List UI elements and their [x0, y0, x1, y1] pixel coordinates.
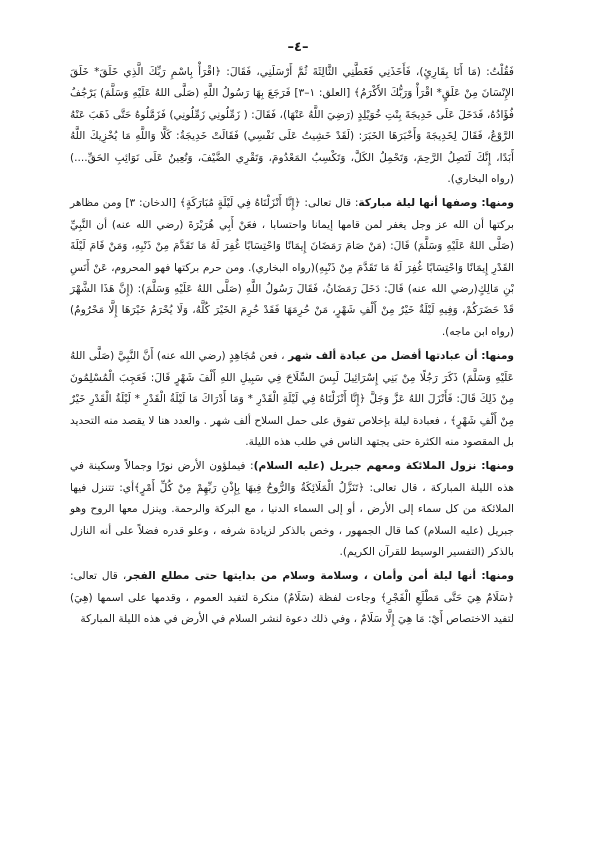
section-heading: ومنها: وصفها أنها ليلة مباركة	[358, 197, 514, 210]
paragraph-3	[70, 346, 514, 453]
paragraph-text: فَقُلْتُ: (مَا أَنَا بِقَارِئٍ)، فَأَخَذَنِي فَغَطَّنِي الثَّالِثَةَ ثُمَّ أَرْسَلَنِي، فَقَالَ: ﴿اقْرَأْ بِاسْمِ رَبِّكَ الَّذِي خَلَقَ* خَلَقَ الإِنْسَانَ مِنْ عَلَقٍ* اقْرَأْ وَرَبُّكَ الأَكْرَمُ﴾ [العلق: ١–٣] فَرَجَعَ بِهَا رَسُولُ اللَّهِ (صَلَّى اللهُ عَلَيْهِ وَسَلَّمَ) يَرْجُفُ فُؤَادُهُ، فَدَخَلَ عَلَى خَدِيجَةَ بِنْتِ خُوَيْلِدٍ (رَضِيَ اللَّهُ عَنْهَا)، فَقَالَ: ( زَمِّلُونِي زَمِّلُونِي) فَزَمَّلُوهُ حَتَّى ذَهَبَ عَنْهُ الرَّوْعُ، فَقَالَ لِخَدِيجَةَ وَأَخْبَرَهَا الخَبَرَ: (لَقَدْ خَشِيتُ عَلَى نَفْسِي) فَقَالَتْ خَدِيجَةُ: كَلَّا وَاللَّهِ مَا يُخْزِيكَ اللَّهُ أَبَدًا، إِنَّكَ لَتَصِلُ الرَّحِمَ، وَتَحْمِلُ الكَلَّ، وَتَكْسِبُ المَعْدُومَ، وَتَقْرِي الضَّيْفَ، وَتُعِينُ عَلَى نَوَائِبِ الحَقِّ....) (رواه البخاري).	[70, 66, 514, 186]
section-heading: ومنها: أن عبادتها أفضل من عبادة ألف شهر	[288, 350, 514, 363]
paragraph-2	[70, 193, 514, 343]
paragraph-text: ، قال تعالى: ﴿سَلَامٌ هِيَ حَتَّى مَطْلَعِ الْفَجْرِ﴾ وجاءت لفظة (سَلَامٌ) منكرة لتفيد العموم ، وقدمها على اسمها (هِيَ) لتفيد الاختصاص أَيْ: مَا هِيَ إِلَّا سَلَامٌ ، وفي ذلك دعوة لنشر السلام في الأرض في هذه الليلة المباركة	[70, 570, 514, 626]
section-heading: ومنها: نزول الملائكة ومعهم جبريل (عليه السلام)	[253, 460, 514, 473]
paragraph-text: : قال تعالى: ﴿إِنَّا أَنْزَلْنَاهُ فِي لَيْلَةٍ مُبَارَكَةٍ﴾ [الدخان: ٣] ومن مظاهر بركتها أن الله عز وجل يغفر لمن قامها إيمانا واحتسابا ، فعَنْ أَبِي هُرَيْرَةَ (رضي الله عنه) أن النَّبِيِّ (صَلَّى اللهُ عَلَيْهِ وَسَلَّمَ) قَالَ: (مَنْ صَامَ رَمَضَانَ إِيمَانًا وَاحْتِسَابًا غُفِرَ لَهُ مَا تَقَدَّمَ مِنْ ذَنْبِهِ، وَمَنْ قَامَ لَيْلَةَ القَدْرِ إِيمَانًا وَاحْتِسَابًا غُفِرَ لَهُ مَا تَقَدَّمَ مِنْ ذَنْبِهِ)(رواه البخاري). ومن حرم بركتها فهو المحروم، عَنْ أَنَسِ بْنِ مَالِكٍ(رضي الله عنه) قَالَ: دَخَلَ رَمَضَانُ، فَقَالَ رَسُولُ اللَّهِ (صَلَّى اللهُ عَلَيْهِ وَسَلَّمَ): (إِنَّ هَذَا الشَّهْرَ قَدْ حَضَرَكُمْ، وَفِيهِ لَيْلَةٌ خَيْرٌ مِنْ أَلْفِ شَهْرٍ، مَنْ حُرِمَهَا فَقَدْ حُرِمَ الخَيْرَ كُلَّهُ، وَلَا يُحْرَمُ خَيْرَهَا إِلَّا مَحْرُومٌ)(رواه ابن ماجه).	[70, 197, 514, 338]
paragraph-4	[70, 456, 514, 563]
paragraph-text: ، فعن مُجَاهِدٍ (رضي الله عنه) أَنَّ النَّبِيَّ (صَلَّى اللهُ عَلَيْهِ وَسَلَّمَ) ذَكَرَ رَجُلًا مِنْ بَنِي إِسْرَائِيلَ لَبِسَ السِّلَاحَ فِي سَبِيلِ اللهِ أَلْفَ شَهْرٍ قَالَ: فَعَجِبَ الْمُسْلِمُونَ مِنْ ذَلِكَ قَالَ: فَأَنْزَلَ اللهُ عَزَّ وَجَلَّ ﴿إِنَّا أَنْزَلْنَاهُ فِي لَيْلَةِ الْقَدْرِ * وَمَا أَدْرَاكَ مَا لَيْلَةُ الْقَدْرِ * لَيْلَةُ الْقَدْرِ خَيْرٌ مِنْ أَلْفِ شَهْرٍ﴾ ، فعبادة ليلة بإخلاص تفوق على حمل السلاح ألف شهر . والعدد هنا لا يقصد منه التحديد بل المقصود منه الكثرة حتى يجتهد الناس في طلب هذه الليلة.	[70, 350, 514, 448]
page-number: –٤–	[287, 40, 309, 55]
paragraph-1	[70, 62, 514, 190]
section-heading: ومنها: أنها ليلة أمن وأمان ، وسلامة وسلام من بدايتها حتى مطلع الفجر	[126, 570, 514, 583]
paragraph-text: : فيملؤون الأرض نورًا وجمالاً وسكينة في هذه الليلة المباركة ، قال تعالى: ﴿تَنَزَّلُ الْمَلَائِكَةُ وَالرُّوحُ فِيهَا بِإِذْنِ رَبِّهِمْ مِنْ كُلِّ أَمْرٍ﴾أي: تتنزل فيها الملائكة من كل سماء إلى الأرض ، أو إلى السماء الدنيا ، مع البركة والرحمة. وينزل معها الروح وهو جبريل (عليه السلام) كما قال الجمهور ، وخص بالذكر لزيادة شرفه ، وعلو قدره فضلاً على أنه النازل بالذكر (التفسير الوسيط للقرآن الكريم).	[70, 460, 514, 558]
paragraph-5	[70, 566, 514, 630]
document-body	[70, 62, 514, 634]
